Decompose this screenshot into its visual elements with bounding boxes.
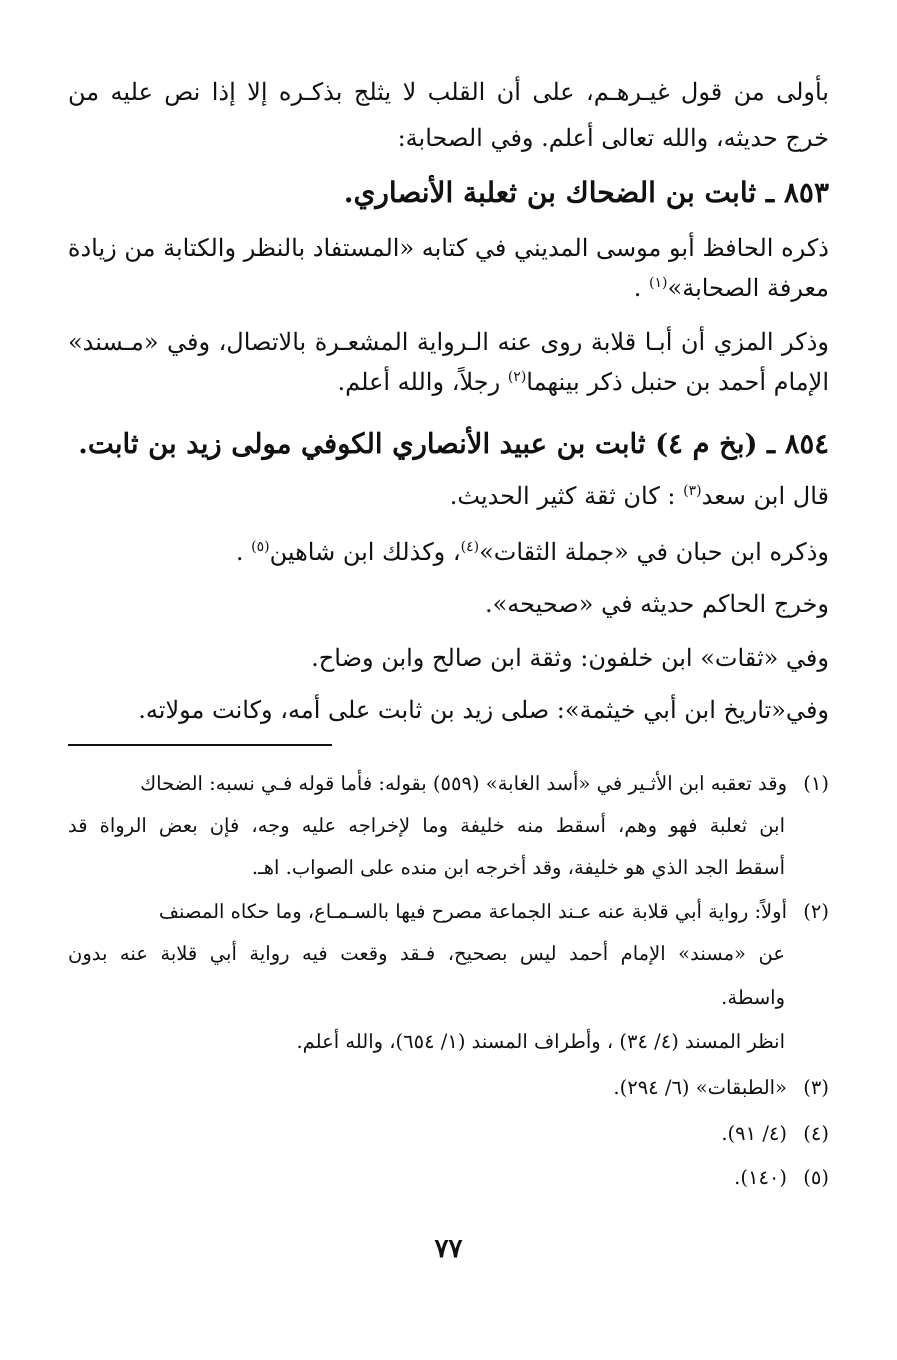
footnote-2-line4: انظر المسند (٤/ ٣٤) ، وأطراف المسند (١/ ٦٥٤)، والله أعلم. xyxy=(296,1030,785,1053)
footnote-separator xyxy=(68,744,332,746)
entry854-line1-text: قال ابن سعد xyxy=(701,482,829,510)
para1-line2: خرج حديثه، والله تعالى أعلم. وفي الصحابة: xyxy=(397,124,829,152)
entry853-heading: ٨٥٣ ـ ثابت بن الضحاك بن ثعلبة الأنصاري. xyxy=(343,176,829,209)
footnote-1-line2: ابن ثعلبة فهو وهم، أسقط منه خليفة وما لإخراجه عليه وجه، فإن بعض الرواة قد xyxy=(68,814,785,837)
entry853-line2 xyxy=(68,274,829,302)
footnote-3 xyxy=(68,1076,829,1099)
footnote-5 xyxy=(68,1166,829,1189)
entry853-line1: ذكره الحافظ أبو موسى المديني في كتابه «المستفاد بالنظر والكتابة من زيادة xyxy=(67,234,829,262)
footnote-1-text1: وقد تعقبه ابن الأثـير في «أسد الغابة» (٥٥٩) بقوله: فأما قوله فـي نسبه: الضحاك xyxy=(140,772,787,795)
footnote-4 xyxy=(68,1122,829,1145)
entry854-line1-end: : كان ثقة كثير الحديث. xyxy=(449,482,684,510)
footnote-2-text1: أولاً: رواية أبي قلابة عنه عـند الجماعة مصرح فيها بالسـمـاع، وما حكاه المصنف xyxy=(158,900,787,923)
entry854-line2-end: . xyxy=(235,538,252,566)
footnote-1-line3: أسقط الجد الذي هو خليفة، وقد أخرجه ابن منده على الصواب. اهـ. xyxy=(251,856,785,879)
footnote-2-line3: واسطة. xyxy=(721,986,785,1009)
entry854-line3: وخرج الحاكم حديثه في «صحيحه». xyxy=(484,590,829,618)
entry854-line5: وفي«تاريخ ابن أبي خيثمة»: صلى زيد بن ثابت على أمه، وكانت مولاته. xyxy=(138,696,829,724)
entry853-line4-end: رجلاً، والله أعلم. xyxy=(337,368,508,396)
para1-line1: بأولى من قول غيـرهـم، على أن القلب لا يثلج بذكـره إلا إذا نص عليه من xyxy=(68,78,829,106)
footnote-ref-3[interactable]: (٣) xyxy=(683,483,702,499)
entry854-line2-mid: ، وكذلك ابن شاهين xyxy=(269,538,461,566)
footnote-3-number: (٣) xyxy=(803,1076,829,1099)
footnote-ref-4[interactable]: (٤) xyxy=(460,539,480,555)
entry853-line2-end: . xyxy=(633,274,650,302)
entry854-line4: وفي «ثقات» ابن خلفون: وثقة ابن صالح وابن وضاح. xyxy=(311,644,829,672)
entry854-heading: ٨٥٤ ـ (بخ م ٤) ثابت بن عبيد الأنصاري الكوفي مولى زيد بن ثابت. xyxy=(78,428,829,460)
footnote-4-number: (٤) xyxy=(803,1122,829,1145)
footnote-4-text: (٤/ ٩١). xyxy=(721,1122,787,1145)
footnote-1-line1 xyxy=(68,772,829,795)
footnote-2-number: (٢) xyxy=(803,900,829,923)
entry853-line3: وذكر المزي أن أبـا قلابة روى عنه الـرواية المشعـرة بالاتصال، وفي «مـسند» xyxy=(68,328,830,356)
entry854-line2 xyxy=(68,538,829,566)
footnote-5-number: (٥) xyxy=(803,1166,829,1189)
page-number: ٧٧ xyxy=(434,1234,463,1264)
entry853-line4-text: الإمام أحمد بن حنبل ذكر بينهما xyxy=(526,368,829,396)
entry854-line2-text: وذكره ابن حبان في «جملة الثقات» xyxy=(479,538,829,566)
entry853-line4 xyxy=(68,368,829,396)
entry854-line1 xyxy=(68,482,829,510)
footnote-5-text: (١٤٠). xyxy=(734,1166,787,1189)
footnote-1-number: (١) xyxy=(803,772,829,795)
entry853-line2-text: معرفة الصحابة» xyxy=(667,274,829,302)
footnote-3-text: «الطبقات» (٦/ ٢٩٤). xyxy=(613,1076,787,1099)
footnote-2-line2: عن «مسند» الإمام أحمد ليس بصحيح، فـقد وقعت فيه رواية أبي قلابة عنه بدون xyxy=(68,942,785,965)
footnote-ref-5[interactable]: (٥) xyxy=(251,539,270,555)
footnote-ref-2[interactable]: (٢) xyxy=(507,369,527,385)
footnote-2-line1 xyxy=(68,900,829,923)
footnote-ref-1[interactable]: (١) xyxy=(649,275,668,291)
